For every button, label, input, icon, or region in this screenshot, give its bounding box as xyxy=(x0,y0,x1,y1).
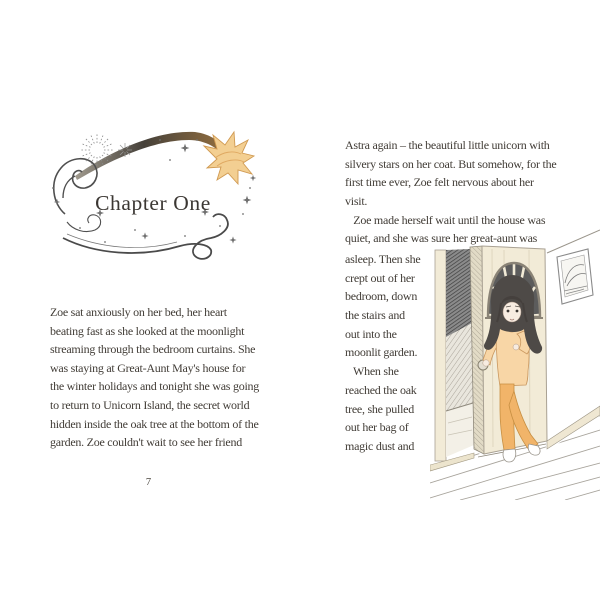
page-number: 7 xyxy=(145,477,152,488)
chapter-title: Chapter One xyxy=(95,191,211,215)
girl-face xyxy=(503,302,521,322)
girl-hand-on-knob xyxy=(483,360,489,366)
door-frame-jamb xyxy=(435,250,446,461)
wall-line xyxy=(547,230,600,253)
text-line: Zoe sat anxiously on her bed, her heart xyxy=(50,305,227,319)
text-line: beating fast as she looked at the moonlight xyxy=(50,323,245,338)
girl-hand-at-chest xyxy=(513,344,519,350)
text-line: asleep. Then she xyxy=(345,252,421,266)
text-line: Astra again – the beautiful little unicorn with xyxy=(345,138,550,152)
text-line: When she xyxy=(345,364,399,379)
text-line: magic dust and xyxy=(345,438,415,453)
text-line: out into the xyxy=(345,326,397,341)
text-line: moonlit garden. xyxy=(345,345,418,360)
text-line: reached the oak xyxy=(345,382,417,397)
framed-picture xyxy=(557,249,593,304)
text-line: the stairs and xyxy=(345,308,405,323)
text-line: crept out of her xyxy=(345,270,415,285)
comet-trail xyxy=(75,132,228,180)
text-line: garden. Zoe couldn't wait to see her friend xyxy=(50,435,243,450)
text-line: was staying at Great-Aunt May's house for xyxy=(50,360,246,375)
text-line: to return to Unicorn Island, the secret world xyxy=(50,397,250,412)
text-line: Zoe made herself wait until the house was xyxy=(345,212,546,227)
garden-view xyxy=(446,249,474,457)
text-line: hidden inside the oak tree at the bottom of the xyxy=(50,416,259,431)
text-line: quiet, and she was sure her great-aunt was xyxy=(345,231,538,246)
text-line: first time ever, Zoe felt nervous about her xyxy=(345,175,534,190)
text-line: the winter holidays and tonight she was going xyxy=(50,379,260,394)
text-line: out her bag of xyxy=(345,420,409,435)
left-page-body-text xyxy=(50,303,280,452)
text-line: bedroom, down xyxy=(345,289,418,304)
text-line: silvery stars on her coat. But somehow, for the xyxy=(345,156,557,171)
text-line: visit. xyxy=(345,194,368,209)
text-line: streaming through the bedroom curtains. She xyxy=(50,342,256,357)
door-illustration xyxy=(430,225,600,500)
baseboard xyxy=(547,406,600,449)
text-line: tree, she pulled xyxy=(345,401,414,416)
moonlit-bushes xyxy=(446,323,473,411)
